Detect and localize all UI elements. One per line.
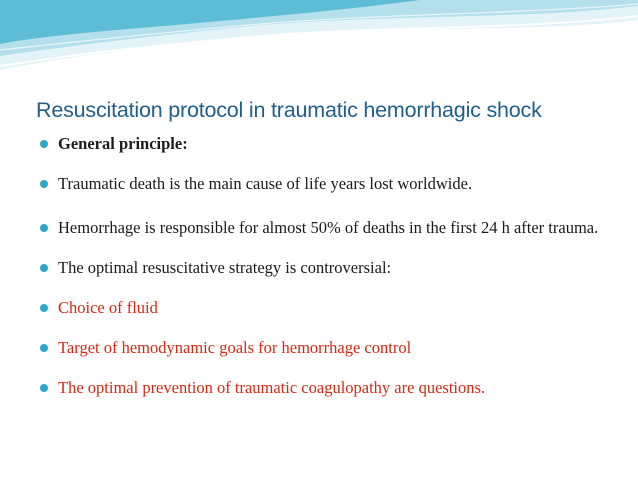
bullet-dot-icon [40,264,48,272]
bullet-dot-icon [40,140,48,148]
bullet-dot-icon [40,344,48,352]
bullet-text: Choice of fluid [58,298,158,317]
bullet-dot-icon [40,384,48,392]
bullet-dot-icon [40,180,48,188]
bullet-text: The optimal resuscitative strategy is controversial: [58,258,392,277]
bullet-text: The optimal prevention of traumatic coagulopathy are questions. [58,378,486,397]
bullet-item [40,254,610,282]
slide-title: Resuscitation protocol in traumatic hemorrhagic shock [36,98,542,122]
bullet-text: Traumatic death is the main cause of life years lost worldwide. [58,174,473,193]
bullet-text: General principle: [58,134,188,153]
bullet-text: Hemorrhage is responsible for almost 50% of deaths in the first 24 h after trauma. [58,218,599,237]
bullet-dot-icon [40,224,48,232]
header-wave-decoration [0,0,638,80]
bullet-item [40,170,610,198]
bullet-item [40,294,610,322]
bullet-dot-icon [40,304,48,312]
bullet-item [40,374,610,402]
bullet-item [40,334,610,362]
bullet-item [40,210,610,246]
bullet-item [40,130,610,158]
bullet-list [40,130,610,402]
bullet-text: Target of hemodynamic goals for hemorrhage control [58,338,412,357]
